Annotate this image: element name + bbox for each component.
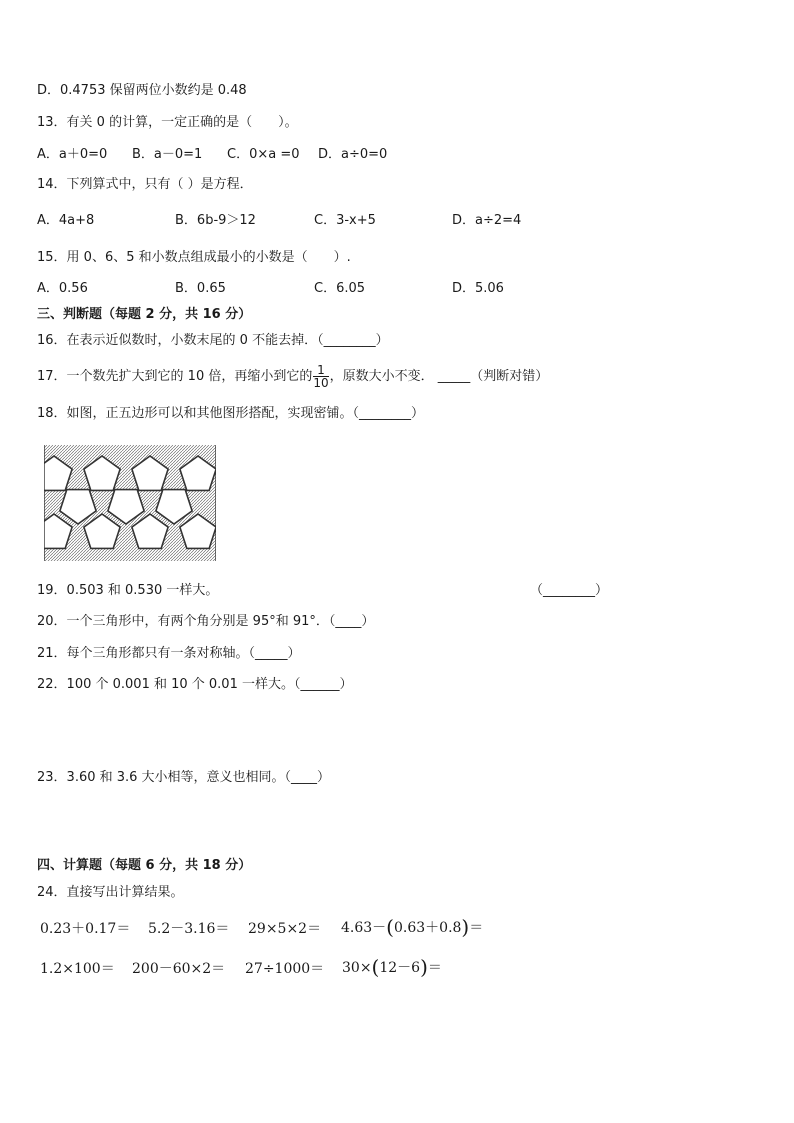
q18: 18．如图，正五边形可以和其他图形搭配，实现密铺。（________） [37,406,425,421]
q22: 22．100 个 0.001 和 10 个 0.01 一样大。（______） [37,677,353,692]
calc-4-inner: 0.63＋0.8 [393,920,462,936]
pentagon-tiling-figure [44,445,216,561]
q14-stem: 14．下列算式中，只有（ ）是方程． [37,177,253,192]
calc-8-equals: ＝ [427,960,442,976]
q13-option-c: C．0×a =0 [227,147,300,162]
section-4-title: 四、计算题（每题 6 分，共 18 分） [37,858,252,873]
q24-stem: 24．直接写出计算结果。 [37,885,184,900]
q13-option-a: A．a＋0=0 [37,147,108,162]
q15-option-a: A．0.56 [37,281,88,296]
q21: 21．每个三角形都只有一条对称轴。（_____） [37,646,301,661]
q19-answer-blank[interactable]: （________） [530,583,609,598]
q13-stem: 13．有关 0 的计算，一定正确的是（ ）。 [37,115,298,130]
q12-option-d: D．0.4753 保留两位小数约是 0.48 [37,83,247,98]
calc-6: 200－60×2＝ [132,961,226,977]
q13-option-d: D．a÷0=0 [318,147,388,162]
calc-3: 29×5×2＝ [248,921,322,937]
calc-5: 1.2×100＝ [40,961,115,977]
calc-4: 4.63－(0.63＋0.8)＝ [341,915,484,939]
q14-option-a: A．4a+8 [37,213,95,228]
q15-option-d: D．5.06 [452,281,504,296]
q17-before: 17．一个数先扩大到它的 10 倍，再缩小到它的 [37,369,313,384]
q17-fraction-denominator: 10 [313,376,329,390]
q17-fraction-numerator: 1 [313,364,328,377]
q14-option-c: C．3-x+5 [314,213,376,228]
calc-2: 5.2－3.16＝ [148,921,230,937]
section-3-title: 三、判断题（每题 2 分，共 16 分） [37,307,252,322]
calc-8-prefix: 30× [342,960,372,976]
calc-8-inner: 12－6 [379,960,421,976]
q17-after: ，原数大小不变． _____（判断对错） [329,369,549,384]
q15-option-c: C．6.05 [314,281,366,296]
calc-4-prefix: 4.63－ [341,920,387,936]
q14-option-b: B．6b-9＞12 [175,213,256,228]
q16: 16．在表示近似数时，小数末尾的 0 不能去掉．（________） [37,333,389,348]
calc-1: 0.23＋0.17＝ [40,921,131,937]
q20: 20．一个三角形中，有两个角分别是 95°和 91°．（____） [37,614,375,629]
q15-option-b: B．0.65 [175,281,226,296]
q17 [37,364,548,390]
q14-option-d: D．a÷2=4 [452,213,522,228]
calc-4-equals: ＝ [469,920,484,936]
q15-stem: 15．用 0、6、5 和小数点组成最小的小数是（ ）. [37,250,351,265]
calc-8: 30×(12－6)＝ [342,955,442,979]
q17-fraction [313,364,328,389]
q23: 23．3.60 和 3.6 大小相等，意义也相同。（____） [37,770,331,785]
q13-option-b: B．a－0=1 [132,147,203,162]
q19-stem: 19．0.503 和 0.530 一样大。 [37,583,219,598]
calc-7: 27÷1000＝ [245,961,325,977]
